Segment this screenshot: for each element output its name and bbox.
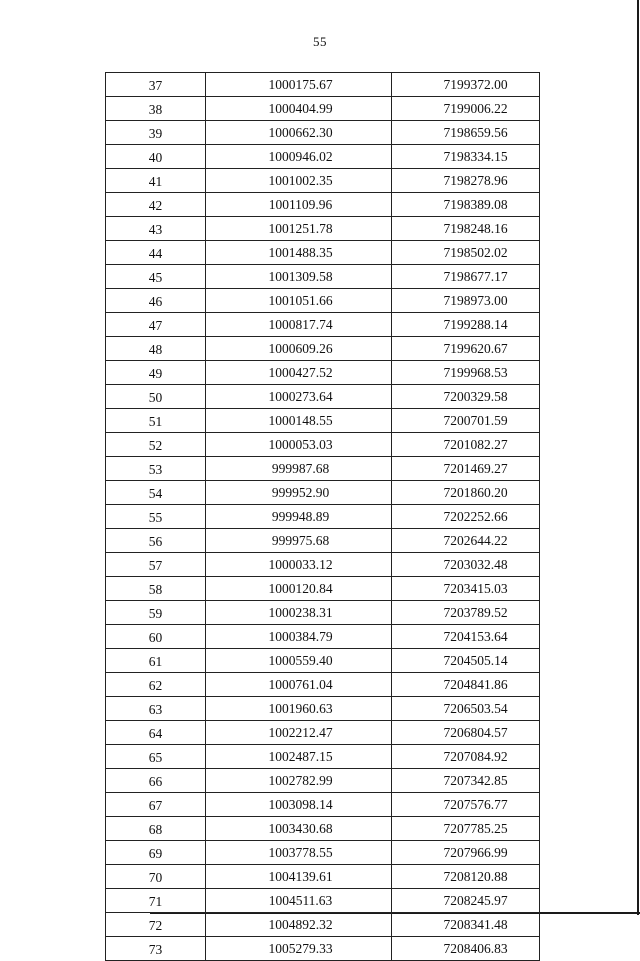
x-coordinate-cell: 1000559.40: [206, 649, 392, 673]
x-coordinate-cell: 1000384.79: [206, 625, 392, 649]
point-number-cell: 60: [106, 625, 206, 649]
table-row: [106, 289, 540, 313]
point-number-cell: 39: [106, 121, 206, 145]
table-row: [106, 265, 540, 289]
table-row: [106, 313, 540, 337]
x-coordinate-cell: 1001309.58: [206, 265, 392, 289]
x-coordinate-cell: 999987.68: [206, 457, 392, 481]
table-row: [106, 601, 540, 625]
coordinates-table-body: [106, 73, 540, 961]
x-coordinate-cell: 999975.68: [206, 529, 392, 553]
x-coordinate-cell: 1004511.63: [206, 889, 392, 913]
x-coordinate-cell: 1000148.55: [206, 409, 392, 433]
x-coordinate-cell: 1000662.30: [206, 121, 392, 145]
x-coordinate-cell: 1000427.52: [206, 361, 392, 385]
point-number-cell: 41: [106, 169, 206, 193]
point-number-cell: 58: [106, 577, 206, 601]
point-number-cell: 51: [106, 409, 206, 433]
y-coordinate-cell: 7208245.97: [392, 889, 540, 913]
table-row: [106, 361, 540, 385]
y-coordinate-cell: 7206804.57: [392, 721, 540, 745]
table-row: [106, 433, 540, 457]
point-number-cell: 56: [106, 529, 206, 553]
table-row: [106, 553, 540, 577]
y-coordinate-cell: 7201082.27: [392, 433, 540, 457]
y-coordinate-cell: 7200701.59: [392, 409, 540, 433]
point-number-cell: 63: [106, 697, 206, 721]
y-coordinate-cell: 7207576.77: [392, 793, 540, 817]
y-coordinate-cell: 7198389.08: [392, 193, 540, 217]
page-number: 55: [313, 34, 327, 49]
y-coordinate-cell: 7199006.22: [392, 97, 540, 121]
y-coordinate-cell: 7207342.85: [392, 769, 540, 793]
point-number-cell: 38: [106, 97, 206, 121]
y-coordinate-cell: 7199620.67: [392, 337, 540, 361]
y-coordinate-cell: 7198248.16: [392, 217, 540, 241]
y-coordinate-cell: 7202644.22: [392, 529, 540, 553]
table-row: [106, 169, 540, 193]
point-number-cell: 73: [106, 937, 206, 961]
table-row: [106, 697, 540, 721]
x-coordinate-cell: 1001002.35: [206, 169, 392, 193]
y-coordinate-cell: 7198677.17: [392, 265, 540, 289]
table-row: [106, 913, 540, 937]
y-coordinate-cell: 7198659.56: [392, 121, 540, 145]
point-number-cell: 53: [106, 457, 206, 481]
table-row: [106, 793, 540, 817]
point-number-cell: 44: [106, 241, 206, 265]
point-number-cell: 55: [106, 505, 206, 529]
table-row: [106, 193, 540, 217]
point-number-cell: 40: [106, 145, 206, 169]
x-coordinate-cell: 1002487.15: [206, 745, 392, 769]
y-coordinate-cell: 7204841.86: [392, 673, 540, 697]
coordinates-table: [105, 72, 540, 961]
x-coordinate-cell: 1000053.03: [206, 433, 392, 457]
x-coordinate-cell: 999948.89: [206, 505, 392, 529]
point-number-cell: 48: [106, 337, 206, 361]
table-row: [106, 529, 540, 553]
point-number-cell: 65: [106, 745, 206, 769]
y-coordinate-cell: 7203032.48: [392, 553, 540, 577]
x-coordinate-cell: 1000273.64: [206, 385, 392, 409]
y-coordinate-cell: 7201860.20: [392, 481, 540, 505]
y-coordinate-cell: 7204505.14: [392, 649, 540, 673]
point-number-cell: 57: [106, 553, 206, 577]
table-row: [106, 649, 540, 673]
point-number-cell: 54: [106, 481, 206, 505]
point-number-cell: 69: [106, 841, 206, 865]
point-number-cell: 46: [106, 289, 206, 313]
y-coordinate-cell: 7198502.02: [392, 241, 540, 265]
x-coordinate-cell: 1000175.67: [206, 73, 392, 97]
table-row: [106, 721, 540, 745]
x-coordinate-cell: 1001051.66: [206, 289, 392, 313]
x-coordinate-cell: 1000033.12: [206, 553, 392, 577]
table-row: [106, 577, 540, 601]
point-number-cell: 52: [106, 433, 206, 457]
point-number-cell: 62: [106, 673, 206, 697]
table-row: [106, 73, 540, 97]
point-number-cell: 43: [106, 217, 206, 241]
y-coordinate-cell: 7208406.83: [392, 937, 540, 961]
y-coordinate-cell: 7198334.15: [392, 145, 540, 169]
point-number-cell: 70: [106, 865, 206, 889]
point-number-cell: 47: [106, 313, 206, 337]
point-number-cell: 72: [106, 913, 206, 937]
table-row: [106, 337, 540, 361]
x-coordinate-cell: 1005279.33: [206, 937, 392, 961]
table-row: [106, 385, 540, 409]
table-row: [106, 625, 540, 649]
point-number-cell: 71: [106, 889, 206, 913]
table-row: [106, 769, 540, 793]
y-coordinate-cell: 7206503.54: [392, 697, 540, 721]
point-number-cell: 66: [106, 769, 206, 793]
table-row: [106, 745, 540, 769]
y-coordinate-cell: 7199968.53: [392, 361, 540, 385]
table-row: [106, 241, 540, 265]
point-number-cell: 50: [106, 385, 206, 409]
x-coordinate-cell: 1000120.84: [206, 577, 392, 601]
x-coordinate-cell: 1001251.78: [206, 217, 392, 241]
page-edge-right: [637, 0, 639, 915]
x-coordinate-cell: 1001960.63: [206, 697, 392, 721]
x-coordinate-cell: 1000761.04: [206, 673, 392, 697]
y-coordinate-cell: 7204153.64: [392, 625, 540, 649]
point-number-cell: 61: [106, 649, 206, 673]
point-number-cell: 64: [106, 721, 206, 745]
table-row: [106, 937, 540, 961]
x-coordinate-cell: 1001109.96: [206, 193, 392, 217]
point-number-cell: 37: [106, 73, 206, 97]
x-coordinate-cell: 1002212.47: [206, 721, 392, 745]
point-number-cell: 67: [106, 793, 206, 817]
y-coordinate-cell: 7199372.00: [392, 73, 540, 97]
y-coordinate-cell: 7198278.96: [392, 169, 540, 193]
y-coordinate-cell: 7202252.66: [392, 505, 540, 529]
y-coordinate-cell: 7207785.25: [392, 817, 540, 841]
table-row: [106, 457, 540, 481]
x-coordinate-cell: 1001488.35: [206, 241, 392, 265]
x-coordinate-cell: 1003430.68: [206, 817, 392, 841]
y-coordinate-cell: 7198973.00: [392, 289, 540, 313]
table-row: [106, 217, 540, 241]
x-coordinate-cell: 1000238.31: [206, 601, 392, 625]
point-number-cell: 42: [106, 193, 206, 217]
x-coordinate-cell: 999952.90: [206, 481, 392, 505]
y-coordinate-cell: 7208341.48: [392, 913, 540, 937]
point-number-cell: 59: [106, 601, 206, 625]
table-row: [106, 505, 540, 529]
table-row: [106, 889, 540, 913]
x-coordinate-cell: 1002782.99: [206, 769, 392, 793]
table-row: [106, 121, 540, 145]
point-number-cell: 49: [106, 361, 206, 385]
y-coordinate-cell: 7199288.14: [392, 313, 540, 337]
x-coordinate-cell: 1004892.32: [206, 913, 392, 937]
y-coordinate-cell: 7201469.27: [392, 457, 540, 481]
y-coordinate-cell: 7208120.88: [392, 865, 540, 889]
table-row: [106, 145, 540, 169]
y-coordinate-cell: 7207084.92: [392, 745, 540, 769]
x-coordinate-cell: 1000609.26: [206, 337, 392, 361]
x-coordinate-cell: 1000946.02: [206, 145, 392, 169]
table-row: [106, 817, 540, 841]
table-row: [106, 97, 540, 121]
point-number-cell: 68: [106, 817, 206, 841]
y-coordinate-cell: 7200329.58: [392, 385, 540, 409]
y-coordinate-cell: 7203789.52: [392, 601, 540, 625]
y-coordinate-cell: 7203415.03: [392, 577, 540, 601]
x-coordinate-cell: 1000817.74: [206, 313, 392, 337]
y-coordinate-cell: 7207966.99: [392, 841, 540, 865]
x-coordinate-cell: 1004139.61: [206, 865, 392, 889]
x-coordinate-cell: 1003778.55: [206, 841, 392, 865]
x-coordinate-cell: 1000404.99: [206, 97, 392, 121]
table-row: [106, 865, 540, 889]
x-coordinate-cell: 1003098.14: [206, 793, 392, 817]
point-number-cell: 45: [106, 265, 206, 289]
table-row: [106, 409, 540, 433]
table-row: [106, 481, 540, 505]
table-row: [106, 673, 540, 697]
table-row: [106, 841, 540, 865]
